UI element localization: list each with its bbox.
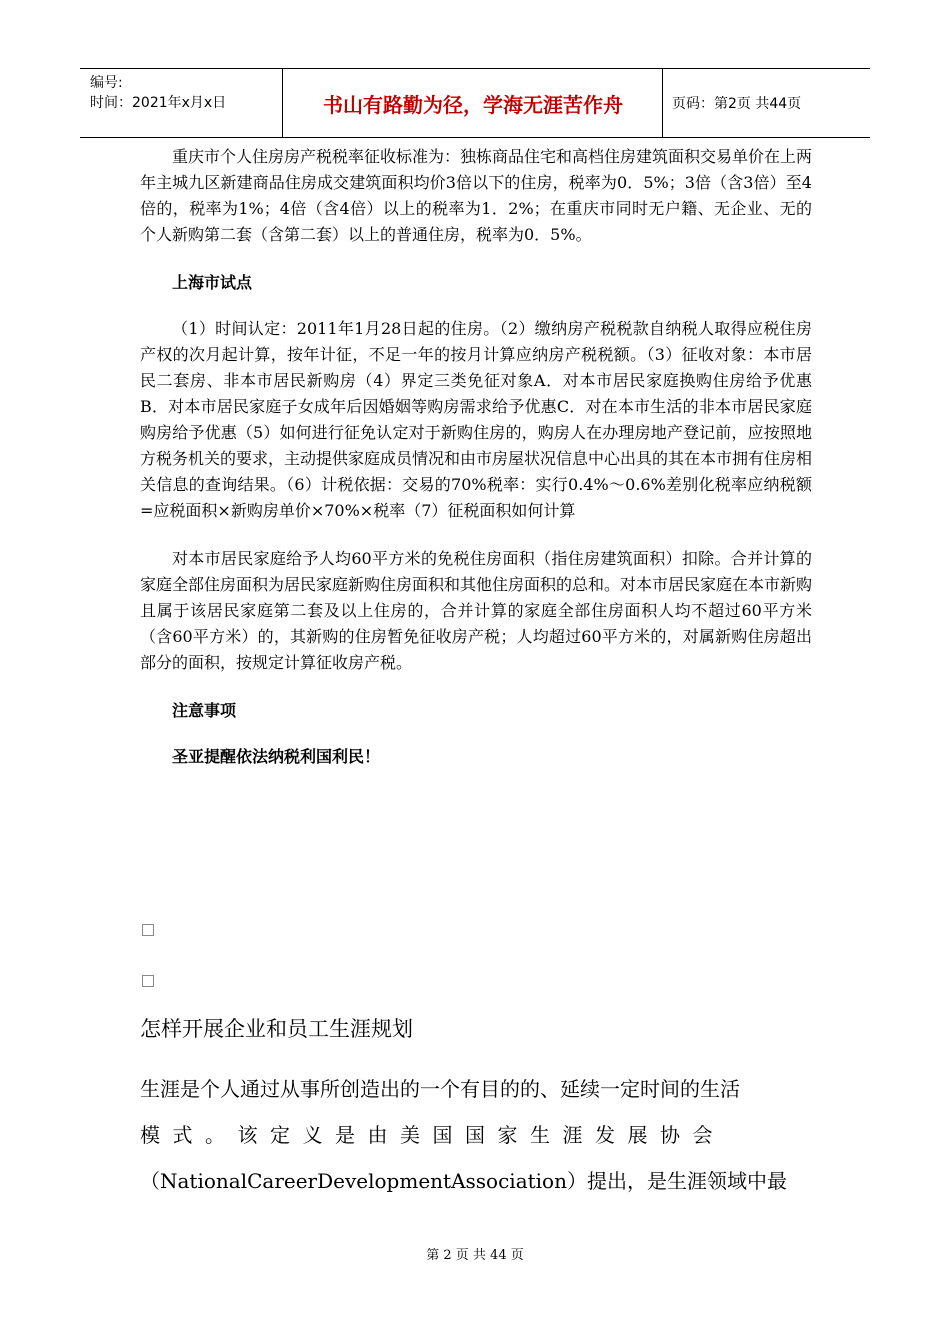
reminder-text: 圣亚提醒依法纳税利国利民！ — [172, 747, 381, 766]
paragraph-shanghai-rules: （1）时间认定：2011年1月28日起的住房。（2）缴纳房产税税款自纳税人取得应税住房产权的次月起计算，按年计征，不足一年的按月计算应纳房产税税额。（3）征收对象：本市居民二套房、非本市居民新购房（4）界定三类免征对象A．对本市居民家庭换购住房给予优惠B．对本市居民家庭子女成年后因婚姻等购房需求给予优惠C．对在本市生活的非本市居民家庭购房给予优惠（5）如何进行征免认定对于新购住房的，购房人在办理房地产登记前，应按照地方税务机关的要求，主动提供家庭成员情况和由市房屋状况信息中心出具的其在本市拥有住房相关信息的查询结果。（6）计税依据：交易的70%税率：实行0.4%～0.6%差别化税率应纳税额=应税面积×新购房单价×70%×税率（7）征税面积如何计算 — [140, 319, 813, 520]
header-page-info: 页码：第2页 共44页 — [672, 96, 802, 112]
section-title: 怎样开展企业和员工生涯规划 — [140, 1017, 413, 1041]
heading-shanghai-pilot: 上海市试点 — [172, 273, 253, 292]
header-meta — [90, 73, 280, 113]
header-motto: 书山有路勤为径，学海无涯苦作舟 — [323, 92, 623, 117]
paragraph-exemption: 对本市居民家庭给予人均60平方米的免税住房面积（指住房建筑面积）扣除。合并计算的家庭全部住房面积为居民家庭新购住房面积和其他住房面积的总和。对本市居民家庭在本市新购且属于该居民家庭第二套及以上住房的，合并计算的家庭全部住房面积人均不超过60平方米（含60平方米）的，其新购的住房暂免征收房产税；人均超过60平方米的，对属新购住房超出部分的面积，按规定计算征收房产税。 — [140, 549, 813, 672]
section-line: （NationalCareerDevelopmentAssociation）提出，是生涯领域中最 — [140, 1169, 787, 1193]
document-body — [140, 144, 812, 790]
placeholder-box-icon — [142, 924, 154, 936]
section-line: 模式。该定义是由美国国家生涯发展协会 — [140, 1123, 725, 1147]
section-line: 生涯是个人通过从事所创造出的一个有目的的、延续一定时间的生活 — [140, 1077, 740, 1101]
heading-notice: 注意事项 — [172, 701, 237, 720]
page-footer: 第 2 页 共 44 页 — [426, 1248, 524, 1263]
document-number-label: 编号: — [90, 75, 123, 91]
section-body — [140, 1066, 810, 1204]
paragraph-chongqing-tax-rate: 重庆市个人住房房产税税率征收标准为：独栋商品住宅和高档住房建筑面积交易单价在上两年主城九区新建商品住房成交建筑面积均价3倍以下的住房，税率为0．5%；3倍（含3倍）至4倍的，税率为1%；4倍（含4倍）以上的税率为1．2%；在重庆市同时无户籍、无企业、无的个人新购第二套（含第二套）以上的普通住房，税率为0．5%。 — [140, 147, 813, 244]
header-divider — [282, 69, 283, 137]
placeholder-box-icon — [142, 975, 154, 987]
document-header — [80, 68, 870, 138]
document-time-label: 时间：2021年x月x日 — [90, 95, 227, 111]
header-divider — [662, 69, 663, 137]
